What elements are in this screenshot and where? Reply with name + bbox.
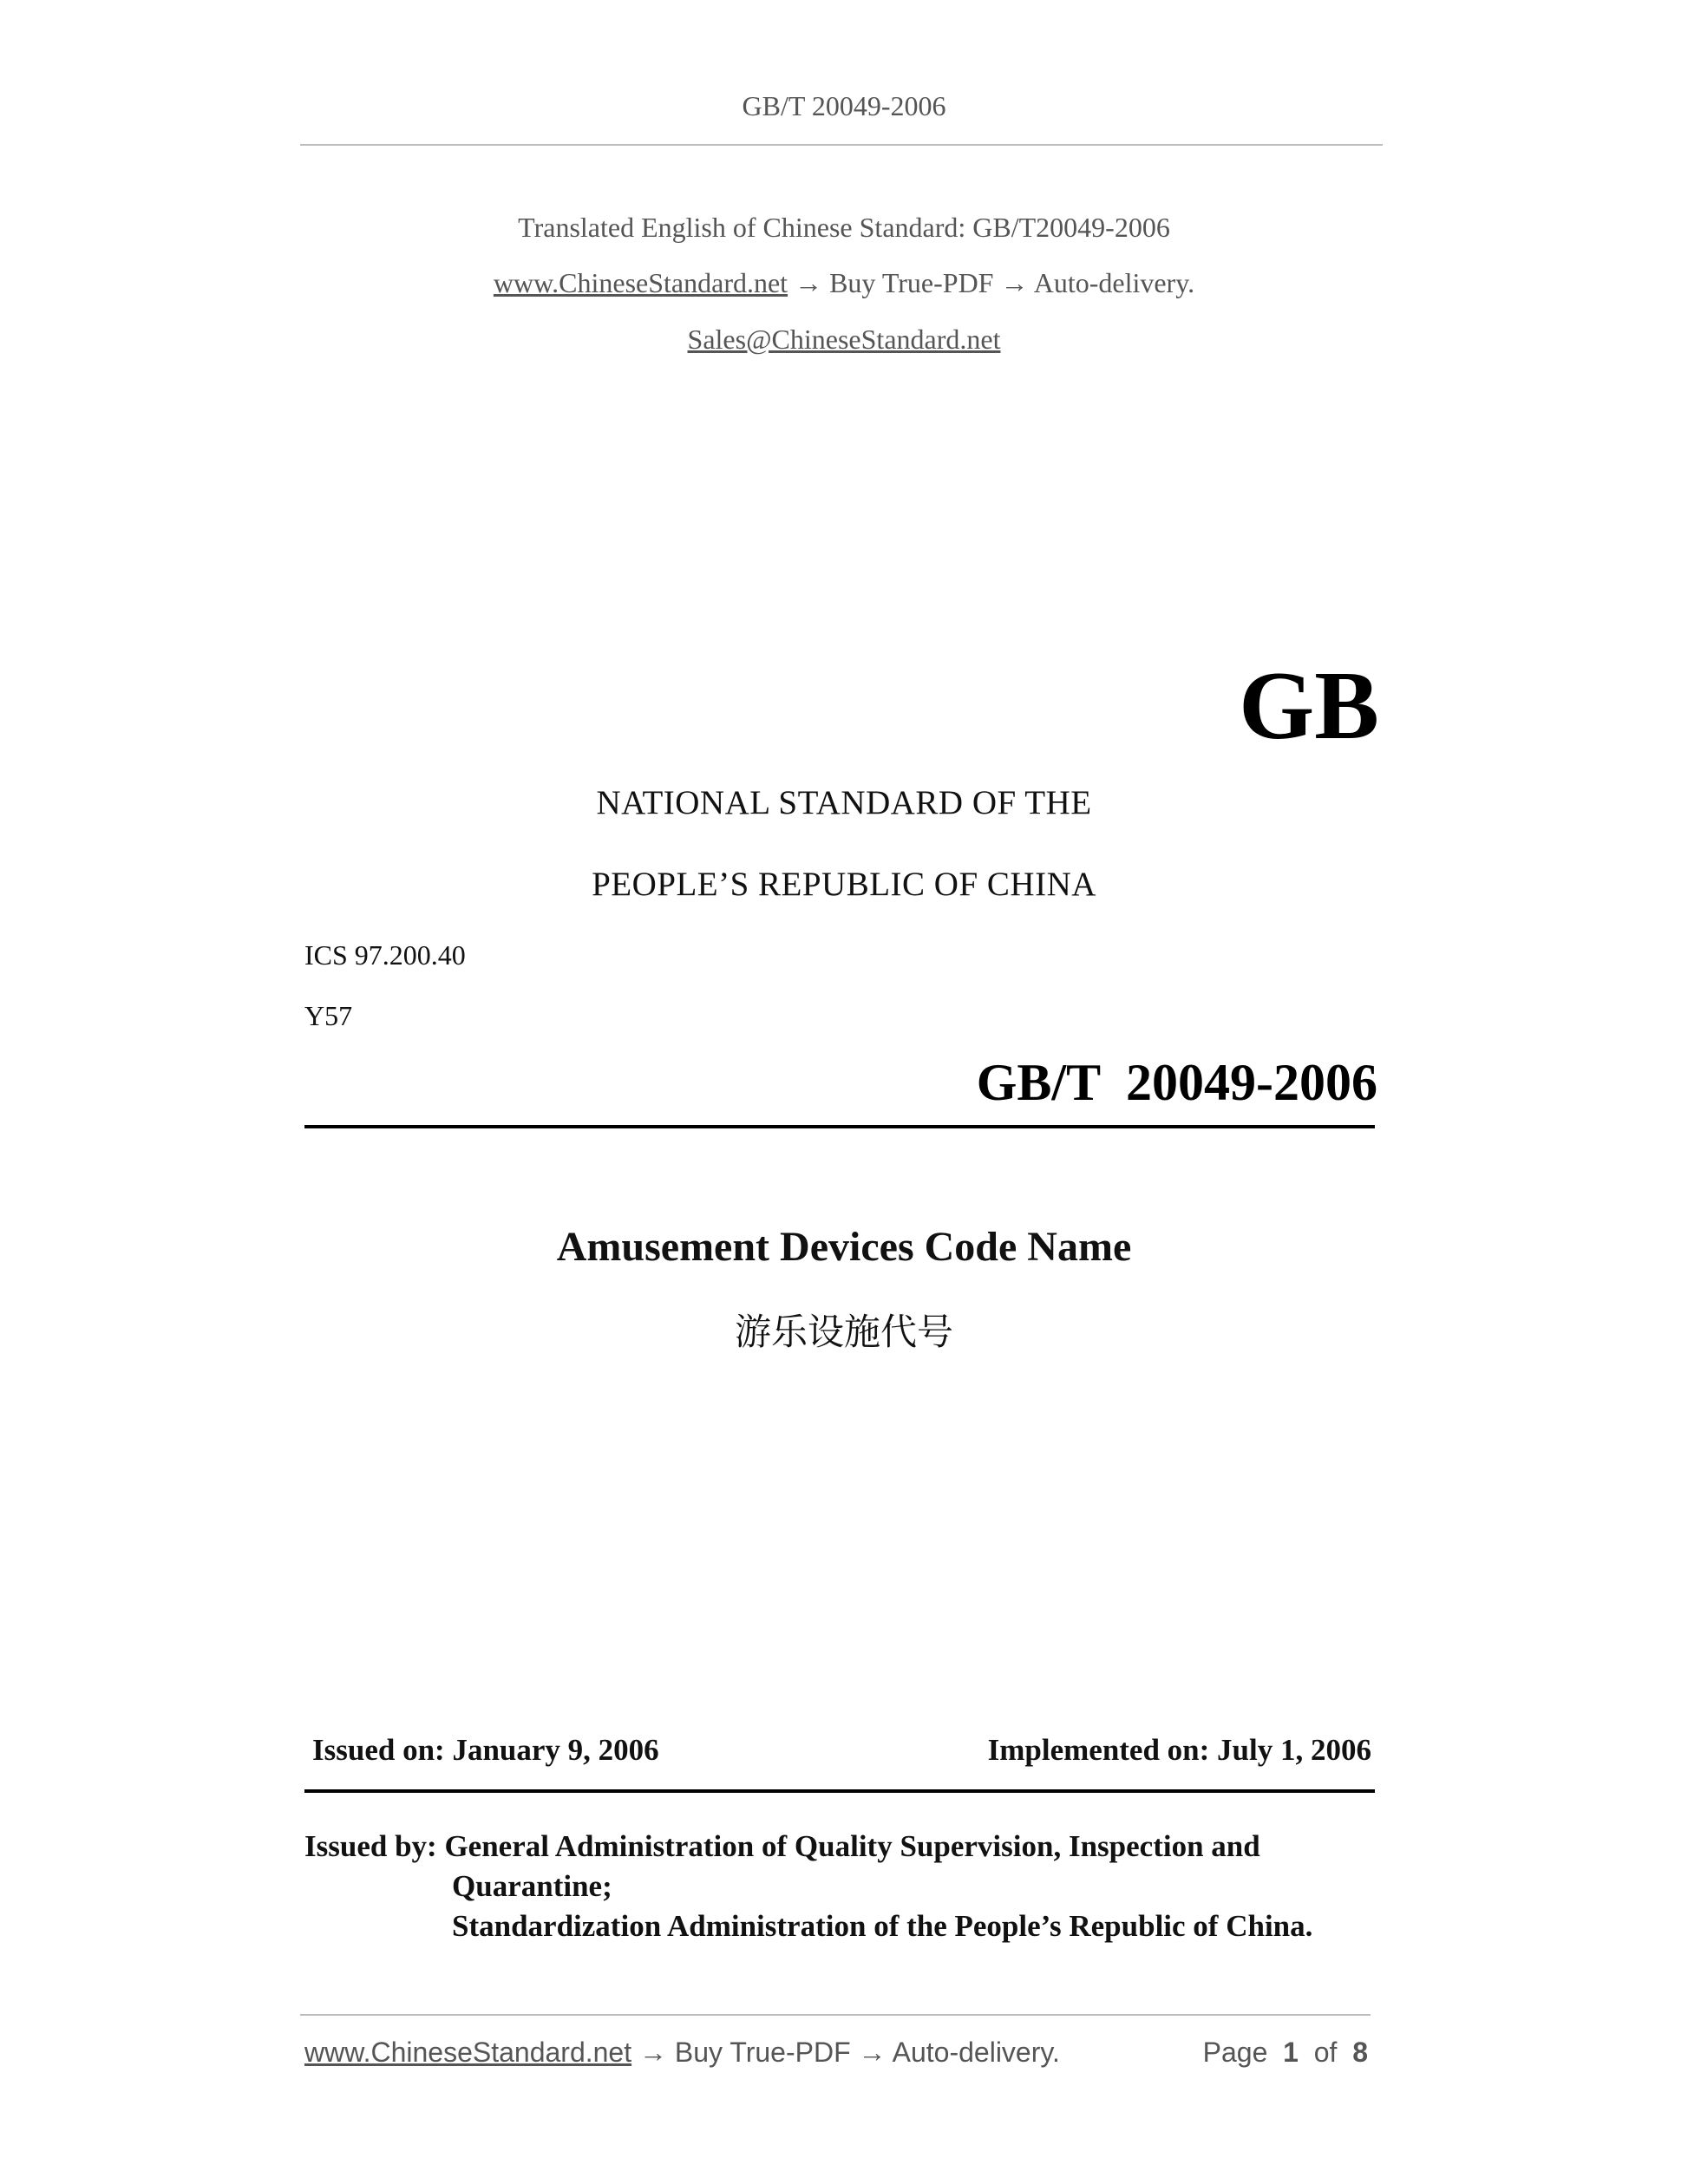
arrow-icon: → bbox=[858, 2037, 887, 2068]
title-english: Amusement Devices Code Name bbox=[556, 1224, 1132, 1270]
page-current: 1 bbox=[1283, 2037, 1299, 2068]
issued-by-line-2: Quarantine; bbox=[452, 1869, 612, 1903]
translation-notice: Translated English of Chinese Standard: GB/T20049-2006 bbox=[518, 212, 1170, 243]
running-header: GB/T 20049-2006 bbox=[742, 90, 946, 121]
ccs-code: Y57 bbox=[304, 1000, 353, 1031]
arrow-icon: → bbox=[1000, 267, 1029, 298]
ics-code: ICS 97.200.40 bbox=[304, 939, 466, 971]
page-label: Page bbox=[1202, 2037, 1268, 2068]
auto-delivery-text: Auto-delivery. bbox=[1033, 267, 1195, 298]
footer-buy-text: Buy True-PDF bbox=[674, 2037, 851, 2068]
site-link[interactable]: www.ChineseStandard.net bbox=[493, 267, 788, 298]
dates-divider bbox=[304, 1789, 1375, 1793]
national-standard-line-2: PEOPLE’S REPUBLIC OF CHINA bbox=[592, 866, 1096, 903]
standard-number: GB/T 20049-2006 bbox=[976, 1054, 1377, 1111]
number-divider bbox=[304, 1125, 1375, 1128]
arrow-icon: → bbox=[639, 2037, 667, 2068]
title-chinese: 游乐设施代号 bbox=[734, 1311, 953, 1353]
issued-by-line-3: Standardization Administration of the People’s Republic of China. bbox=[452, 1909, 1313, 1943]
email-line bbox=[0, 324, 1688, 356]
footer-auto-delivery-text: Auto-delivery. bbox=[892, 2037, 1060, 2068]
of-label: of bbox=[1313, 2037, 1338, 2068]
issued-by-block bbox=[304, 1827, 1312, 1946]
issued-on-date: Issued on: January 9, 2006 bbox=[312, 1733, 659, 1767]
page-total: 8 bbox=[1352, 2037, 1368, 2068]
purchase-notice bbox=[0, 267, 1688, 299]
footer-divider bbox=[300, 2014, 1371, 2016]
national-standard-line-1: NATIONAL STANDARD OF THE bbox=[596, 784, 1092, 821]
arrow-icon: → bbox=[795, 267, 823, 298]
buy-text: Buy True-PDF bbox=[829, 267, 994, 298]
footer-purchase-line bbox=[304, 2037, 1060, 2069]
implemented-on-date: Implemented on: July 1, 2006 bbox=[987, 1733, 1371, 1767]
footer-site-link[interactable]: www.ChineseStandard.net bbox=[304, 2037, 632, 2068]
page-indicator bbox=[1203, 2037, 1368, 2069]
header-divider bbox=[300, 144, 1383, 146]
gb-mark: GB bbox=[1239, 652, 1379, 760]
issued-by-line-1: Issued by: General Administration of Quality Supervision, Inspection and bbox=[304, 1829, 1260, 1863]
sales-email-link[interactable]: Sales@ChineseStandard.net bbox=[687, 324, 1001, 355]
